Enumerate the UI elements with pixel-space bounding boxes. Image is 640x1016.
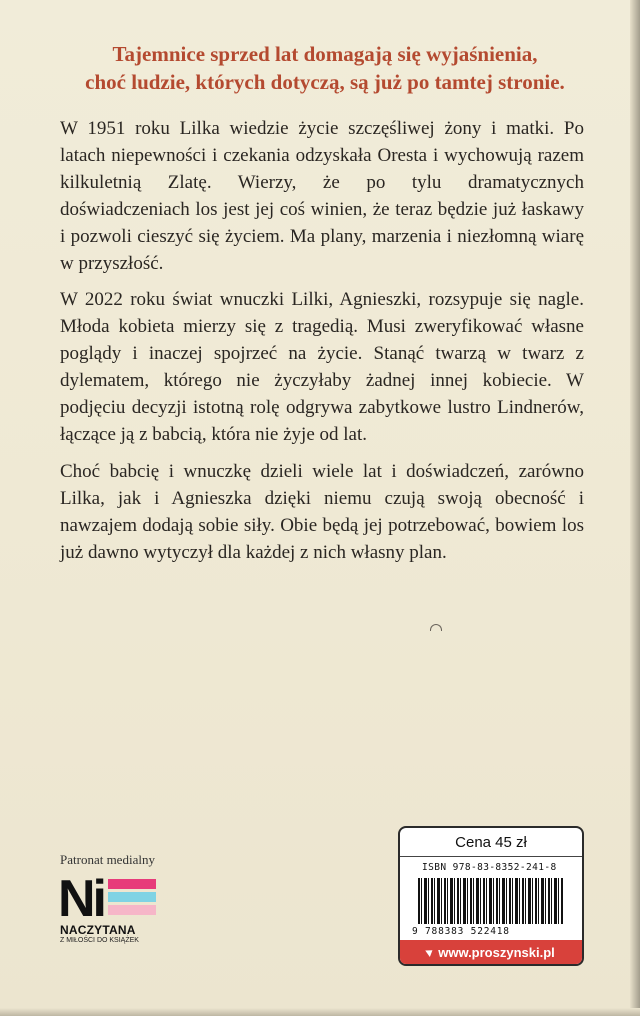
blurb-paragraph-2: W 2022 roku świat wnuczki Lilki, Agnieszki, rozsypuje się nagle. Młoda kobieta mierzy się z tragedią. Musi zweryfikować własne poglądy i inaczej spojrzeć na życie. Stanąć twarzą w twarz z dylematem, którego nie życzyłaby żadnej innej kobiecie. W podjęciu decyzji istotną rolę odgrywa zabytkowe lustro Lindnerów, łączące ją z babcią, która nie żyje od lat. xyxy=(60,289,584,445)
tagline xyxy=(60,40,590,96)
publisher-website-bar xyxy=(400,940,582,964)
logo-stripe-light-pink xyxy=(108,905,156,915)
logo-name: NACZYTANA xyxy=(60,923,136,937)
price-barcode-box xyxy=(398,826,584,966)
tagline-line-2: choć ludzie, których dotyczą, są już po tamtej stronie. xyxy=(85,70,565,94)
blurb-paragraph-3: Choć babcię i wnuczkę dzieli wiele lat i doświadczeń, zarówno Lilka, jak i Agnieszka dzięki niemu czują swoją obecność i nawzajem dodają sobie siły. Obie będą jej potrzebować, bowiem los już dawno wytyczył dla każdej z nich własny plan. xyxy=(60,461,584,563)
isbn-number: ISBN 978-83-8352-241-8 xyxy=(422,862,557,873)
price-divider xyxy=(400,856,582,857)
logo-subtitle: Z MIŁOŚCI DO KSIĄŻEK xyxy=(60,937,139,944)
cursor-icon xyxy=(425,947,435,957)
price-label: Cena 45 zł xyxy=(455,834,527,851)
tagline-line-1: Tajemnice sprzed lat domagają się wyjaśnienia, xyxy=(112,42,538,66)
print-speck xyxy=(430,624,442,631)
naczytana-logo xyxy=(58,870,158,946)
media-patron-label: Patronat medialny xyxy=(60,852,155,867)
publisher-website: www.proszynski.pl xyxy=(438,944,555,960)
book-bottom-edge xyxy=(0,1008,640,1016)
book-right-edge xyxy=(630,0,640,1016)
barcode xyxy=(418,878,564,924)
logo-stripe-pink xyxy=(108,879,156,889)
barcode-digits: 9 788383 522418 xyxy=(412,926,510,937)
logo-letters: Ni xyxy=(58,870,104,928)
blurb-paragraph-1: W 1951 roku Lilka wiedzie życie szczęśliwej żony i matki. Po latach niepewności i czekania odzyskała Oresta i wychowują razem kilkuletnią Zlatę. Wierzy, że po tylu dramatycznych doświadczeniach los jest jej coś winien, że teraz będzie już łaskawy i pozwoli cieszyć się życiem. Ma plany, marzenia i niezłomną wiarę w przyszłość. xyxy=(60,118,584,274)
logo-stripe-cyan xyxy=(108,892,156,902)
